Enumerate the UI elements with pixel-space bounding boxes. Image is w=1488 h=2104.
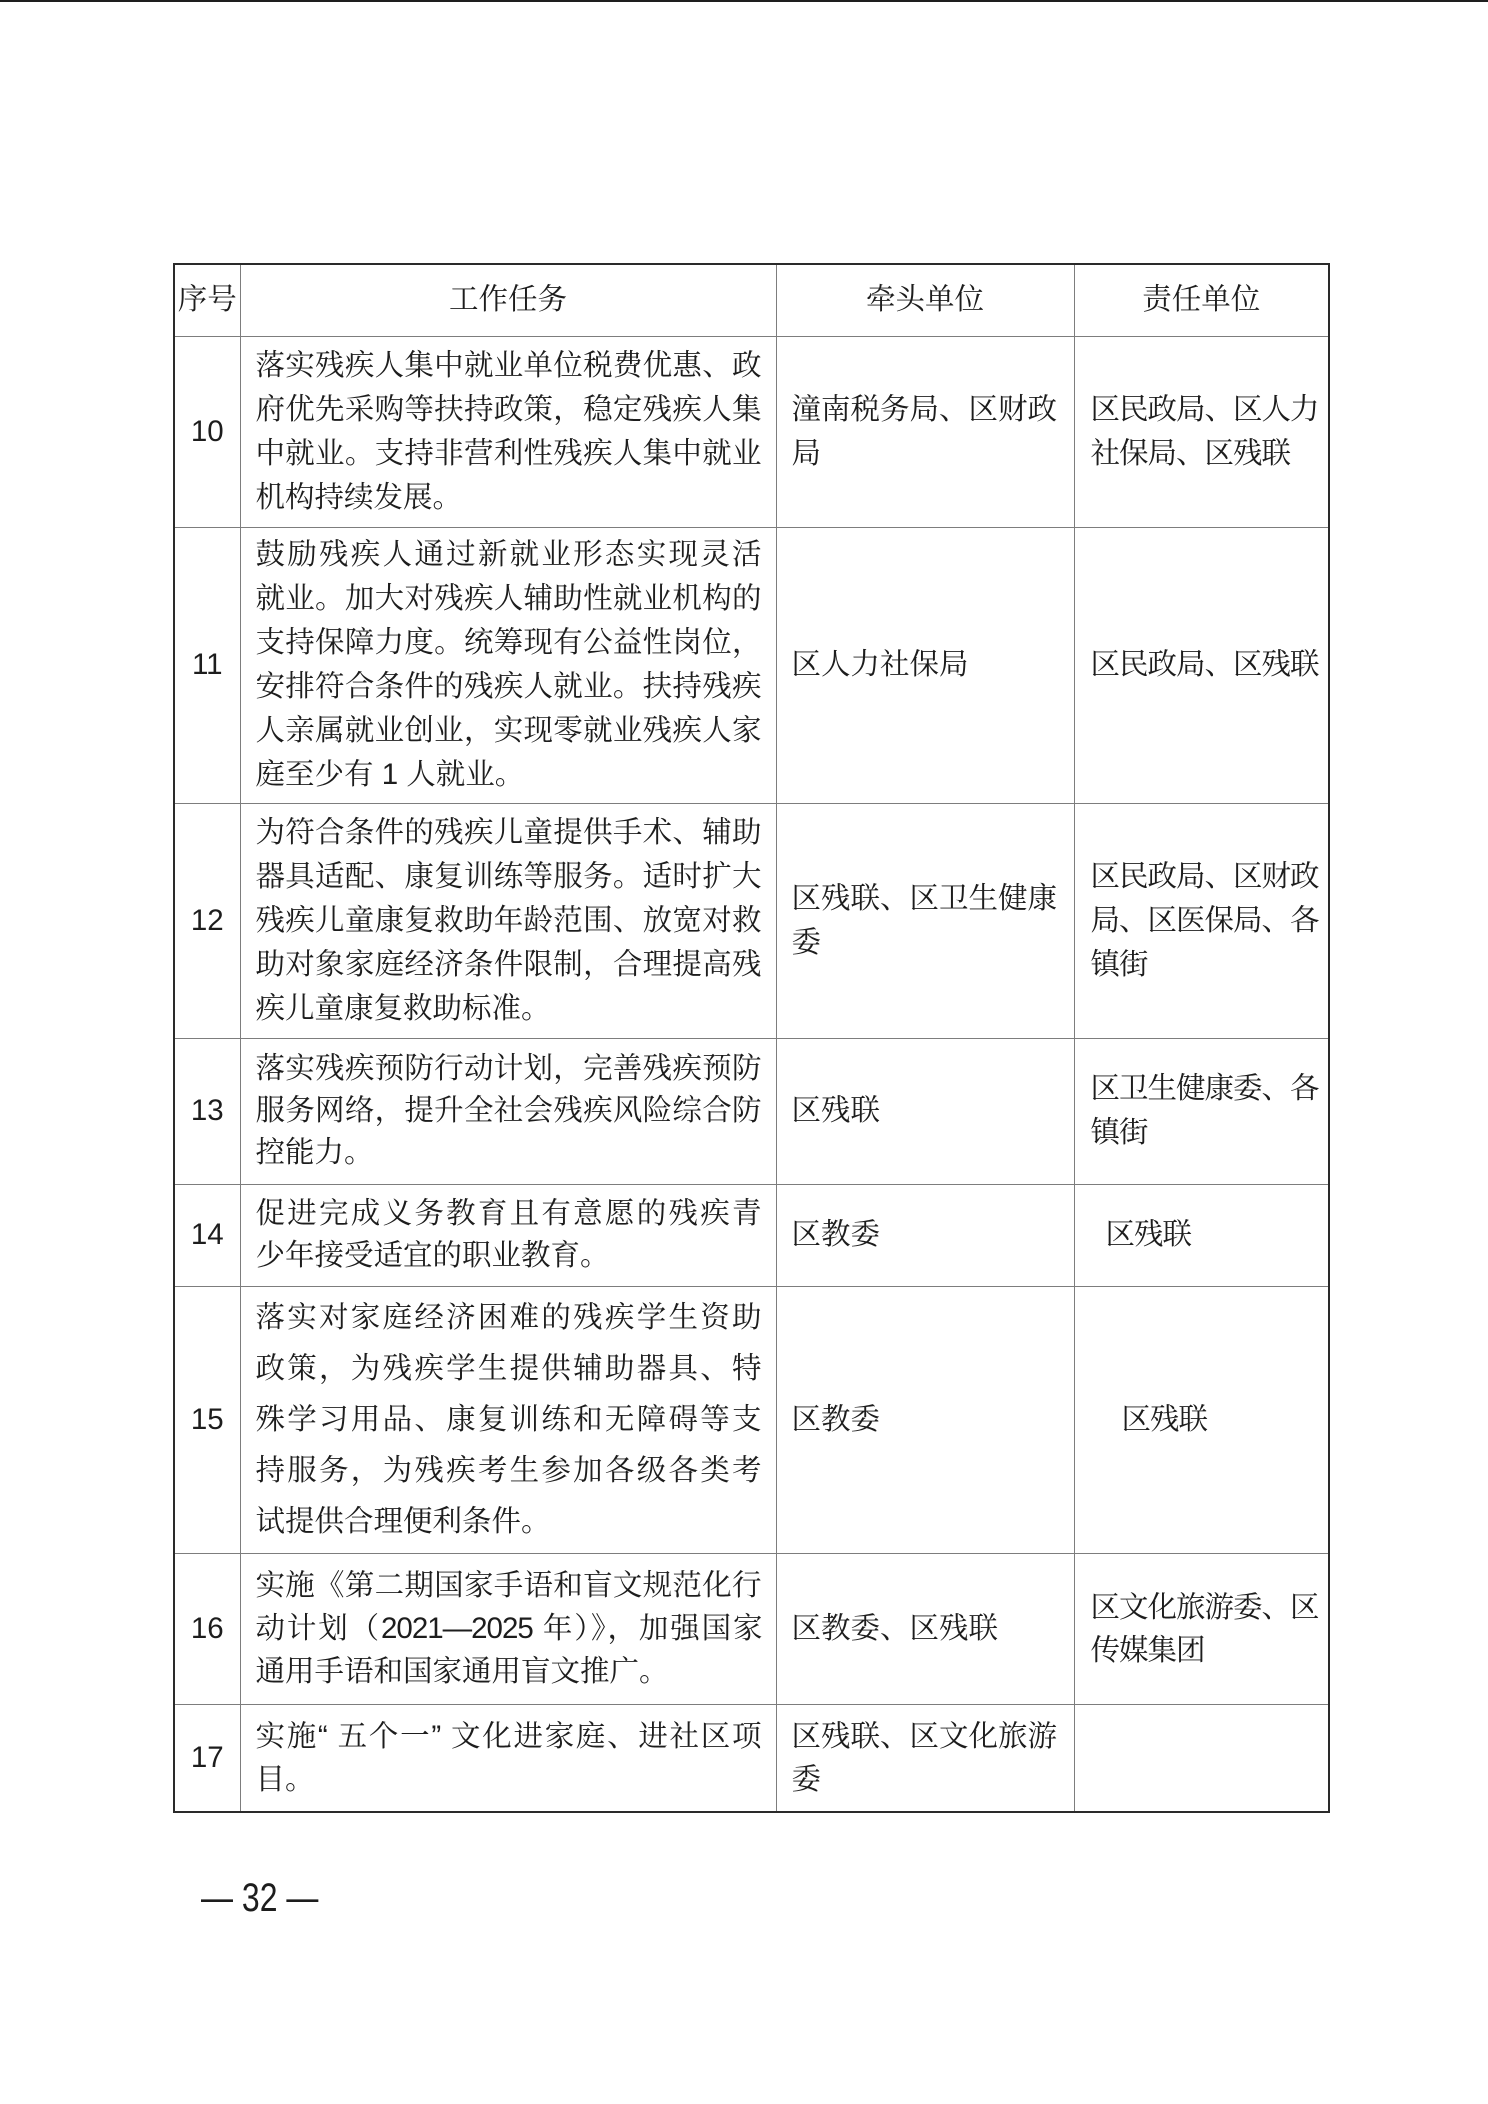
- task-line: 目。: [255, 1762, 315, 1796]
- task-cell: [240, 336, 776, 527]
- row-number: 13: [174, 1038, 240, 1184]
- task-line: 试提供合理便利条件。: [255, 1505, 551, 1538]
- task-line: 人亲属就业创业，实现零就业残疾人家: [255, 714, 762, 747]
- resp-unit-cell: [1074, 1184, 1329, 1286]
- resp-unit-cell: [1074, 1553, 1329, 1704]
- table-row: [174, 803, 1329, 1038]
- task-table: [173, 263, 1330, 1813]
- table-row: [174, 1704, 1329, 1812]
- resp-unit-line: 区民政局、区人力: [1090, 392, 1319, 426]
- task-line: 助对象家庭经济条件限制，合理提高残: [255, 947, 762, 981]
- lead-unit-cell: [776, 1038, 1074, 1184]
- table-row: [174, 1038, 1329, 1184]
- resp-unit-line: 区民政局、区财政: [1090, 859, 1319, 893]
- task-line: 落实残疾人集中就业单位税费优惠、政: [255, 348, 762, 382]
- lead-unit-cell: [776, 803, 1074, 1038]
- lead-unit-cell: [776, 336, 1074, 527]
- row-number: 11: [174, 527, 240, 803]
- table-row: [174, 527, 1329, 803]
- resp-unit-cell: [1074, 1286, 1329, 1553]
- task-line: 庭至少有 1 人就业。: [255, 758, 525, 791]
- lead-unit-line: 区教委: [791, 1218, 881, 1251]
- table-row: [174, 336, 1329, 527]
- task-cell: [240, 527, 776, 803]
- task-line: 持服务，为残疾考生参加各级各类考: [255, 1454, 762, 1487]
- row-number: 15: [174, 1286, 240, 1553]
- lead-unit-line: 区教委: [791, 1402, 881, 1436]
- resp-unit-cell: [1074, 1704, 1329, 1812]
- resp-unit-line: 社保局、区残联: [1090, 436, 1291, 470]
- task-line: 实施“ 五个一” 文化进家庭、进社区项: [255, 1719, 762, 1753]
- task-cell: [240, 1038, 776, 1184]
- resp-unit-line: 区民政局、区残联: [1090, 648, 1319, 681]
- task-line: 支持保障力度。统筹现有公益性岗位，: [255, 626, 762, 659]
- task-line: 促进完成义务教育且有意愿的残疾青: [255, 1197, 762, 1230]
- task-line: 中就业。支持非营利性残疾人集中就业: [255, 436, 762, 470]
- lead-unit-cell: [776, 527, 1074, 803]
- task-line: 落实残疾预防行动计划，完善残疾预防: [255, 1052, 762, 1085]
- resp-unit-line: 区文化旅游委、区: [1090, 1590, 1319, 1624]
- task-line: 服务网络，提升全社会残疾风险综合防: [255, 1094, 762, 1127]
- lead-unit-line: 委: [791, 1762, 822, 1796]
- row-number: 12: [174, 803, 240, 1038]
- lead-unit-line: 区教委、区残联: [791, 1612, 999, 1645]
- resp-unit-cell: [1074, 803, 1329, 1038]
- task-line: 为符合条件的残疾儿童提供手术、辅助: [255, 815, 762, 849]
- task-line: 殊学习用品、康复训练和无障碍等支: [255, 1403, 762, 1436]
- task-line: 器具适配、康复训练等服务。适时扩大: [255, 859, 762, 893]
- resp-unit-line: 镇街: [1090, 947, 1148, 981]
- resp-unit-line: 区卫生健康委、各: [1090, 1072, 1319, 1105]
- page-number: — 32 —: [201, 1876, 319, 1920]
- table-row: [174, 1286, 1329, 1553]
- lead-unit-cell: [776, 1286, 1074, 1553]
- task-line: 安排符合条件的残疾人就业。扶持残疾: [255, 670, 762, 703]
- lead-unit-line: 局: [791, 436, 822, 470]
- header-lead-unit: 牵头单位: [776, 264, 1074, 336]
- task-line: 动计划（2021—2025 年）》，加强国家: [255, 1612, 762, 1645]
- task-line: 就业。加大对残疾人辅助性就业机构的: [255, 582, 762, 615]
- lead-unit-line: 区残联: [791, 1094, 881, 1127]
- row-number: 17: [174, 1704, 240, 1812]
- lead-unit-line: 委: [791, 925, 822, 959]
- task-line: 落实对家庭经济困难的残疾学生资助: [255, 1301, 762, 1334]
- resp-unit-line: 传媒集团: [1090, 1633, 1205, 1667]
- lead-unit-line: 潼南税务局、区财政: [791, 392, 1058, 426]
- task-line: 实施《第二期国家手语和盲文规范化行: [255, 1569, 762, 1602]
- resp-unit-line: 区残联: [1121, 1402, 1208, 1436]
- task-line: 疾儿童康复救助标准。: [255, 991, 551, 1025]
- header-resp-unit: 责任单位: [1074, 264, 1329, 336]
- task-line: 通用手语和国家通用盲文推广。: [255, 1655, 669, 1688]
- lead-unit-cell: [776, 1704, 1074, 1812]
- header-task: 工作任务: [240, 264, 776, 336]
- table-row: [174, 1553, 1329, 1704]
- row-number: 16: [174, 1553, 240, 1704]
- lead-unit-line: 区残联、区卫生健康: [791, 881, 1058, 915]
- lead-unit-cell: [776, 1553, 1074, 1704]
- resp-unit-line: 镇街: [1090, 1116, 1148, 1149]
- task-cell: [240, 1286, 776, 1553]
- row-number: 10: [174, 336, 240, 527]
- row-number: 14: [174, 1184, 240, 1286]
- resp-unit-line: 区残联: [1105, 1218, 1192, 1251]
- table-header-row: [174, 264, 1329, 336]
- task-line: 残疾儿童康复救助年龄范围、放宽对救: [255, 903, 762, 937]
- task-line: 府优先采购等扶持政策，稳定残疾人集: [255, 392, 762, 426]
- task-cell: [240, 803, 776, 1038]
- task-line: 机构持续发展。: [255, 480, 463, 514]
- header-seq: 序号: [174, 264, 240, 336]
- task-cell: [240, 1184, 776, 1286]
- resp-unit-cell: [1074, 336, 1329, 527]
- task-cell: [240, 1553, 776, 1704]
- resp-unit-line: 局、区医保局、各: [1090, 903, 1319, 937]
- task-cell: [240, 1704, 776, 1812]
- task-line: 鼓励残疾人通过新就业形态实现灵活: [255, 538, 762, 571]
- lead-unit-cell: [776, 1184, 1074, 1286]
- resp-unit-cell: [1074, 1038, 1329, 1184]
- task-line: 政策，为残疾学生提供辅助器具、特: [255, 1352, 762, 1385]
- task-line: 少年接受适宜的职业教育。: [255, 1239, 610, 1272]
- resp-unit-cell: [1074, 527, 1329, 803]
- task-line: 控能力。: [255, 1136, 374, 1169]
- lead-unit-line: 区残联、区文化旅游: [791, 1719, 1058, 1753]
- table-row: [174, 1184, 1329, 1286]
- lead-unit-line: 区人力社保局: [791, 648, 969, 681]
